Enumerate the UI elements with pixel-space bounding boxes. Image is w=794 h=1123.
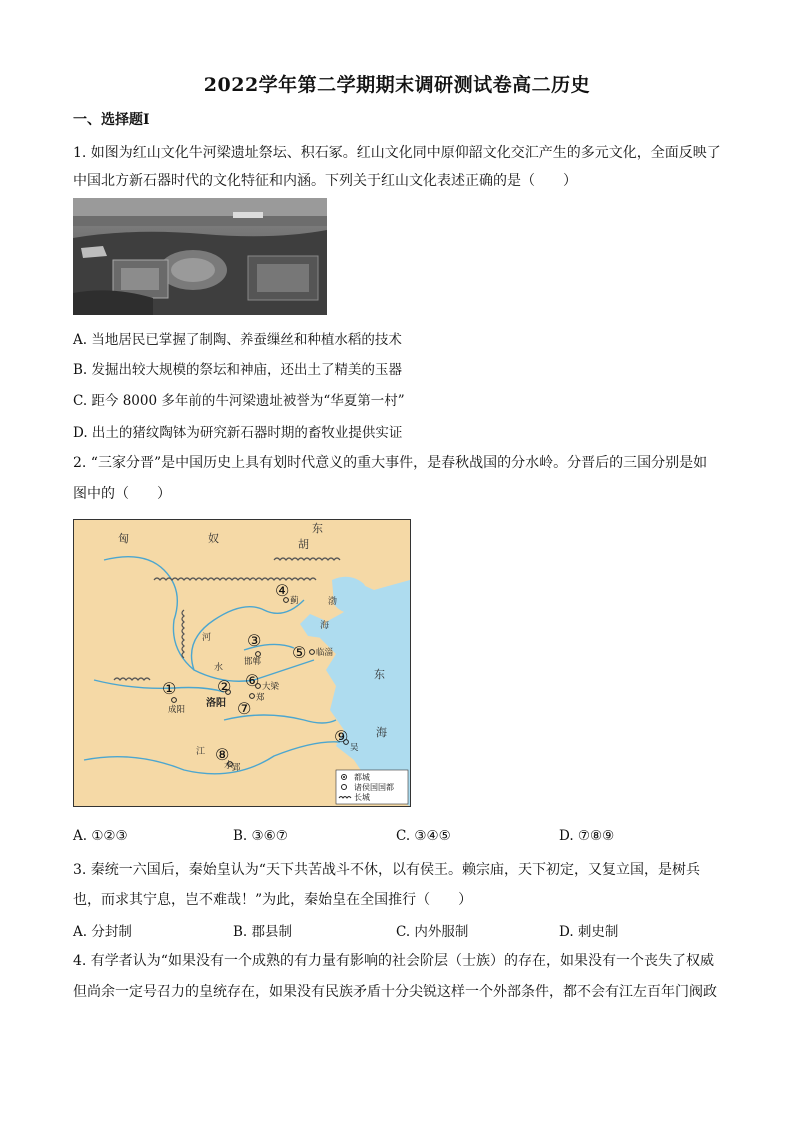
q1-option-a: A. 当地居民已掌握了制陶、养蚕缫丝和种植水稻的技术 (73, 332, 402, 348)
label-dong-2: 东 (374, 668, 385, 681)
label-hai-2: 海 (376, 726, 387, 739)
label-nu: 奴 (208, 532, 219, 545)
city-linzi: 临淄 (316, 648, 334, 658)
marker-1: ① (162, 679, 177, 698)
q3-option-b: B. 郡县制 (233, 924, 293, 940)
marker-4: ④ (275, 581, 290, 600)
label-hai-1: 海 (320, 621, 330, 631)
q2-option-a: A. ①②③ (73, 828, 128, 844)
page-title: 2022学年第二学期期末调研测试卷高二历史 (203, 74, 591, 96)
q2-option-c: C. ③④⑤ (396, 828, 451, 844)
label-xiong: 匈 (118, 532, 129, 545)
city-xianyang: 成阳 (168, 705, 186, 715)
label-bo: 渤 (328, 597, 338, 607)
marker-2: ② (217, 677, 232, 696)
marker-6: ⑥ (245, 671, 260, 690)
marker-8: ⑧ (215, 745, 230, 764)
marker-7: ⑦ (237, 699, 252, 718)
marker-9: ⑨ (334, 727, 349, 746)
label-he: 河 (202, 633, 212, 643)
label-dong-1: 东 (312, 522, 323, 535)
site-photo-graphic (73, 198, 327, 315)
label-shui-2: 水 (224, 761, 234, 771)
q4-stem-line-1: 4. 有学者认为“如果没有一个成熟的有力量有影响的社会阶层（士族）的存在，如果没有一个丧失了权威 (73, 953, 714, 969)
legend-capital: 都城 (354, 773, 370, 782)
city-daliang: 大梁 (262, 682, 280, 692)
q2-stem-line-1: 2. “三家分晋”是中国历史上具有划时代意义的重大事件，是春秋战国的分水岭。分晋后的三国分别是如 (73, 455, 708, 471)
q1-stem-line-1: 1. 如图为红山文化牛河梁遗址祭坛、积石冢。红山文化同中原仰韶文化交汇产生的多元文化，全面反映了 (73, 145, 721, 161)
label-hu: 胡 (298, 538, 309, 551)
marker-5: ⑤ (292, 643, 307, 662)
legend-vassal-capital: 诸侯国国都 (354, 783, 394, 792)
legend-great-wall: 长城 (354, 793, 370, 802)
warring-states-map (73, 519, 411, 807)
marker-3: ③ (247, 631, 262, 650)
q3-stem-line-1: 3. 秦统一六国后，秦始皇认为“天下共苦战斗不休，以有侯王。赖宗庙，天下初定，又复立国，是树兵 (73, 862, 700, 878)
q3-option-c: C. 内外服制 (396, 924, 469, 940)
q3-option-d: D. 刺史制 (559, 924, 619, 940)
label-shui-1: 水 (214, 663, 224, 673)
q1-option-d: D. 出土的猪纹陶钵为研究新石器时期的畜牧业提供实证 (73, 425, 403, 441)
q2-option-d: D. ⑦⑧⑨ (559, 828, 615, 844)
city-zheng: 郑 (256, 693, 265, 703)
city-ji: 蓟 (290, 596, 299, 606)
q2-stem-line-2: 图中的（ ） (73, 486, 171, 502)
q4-stem-line-2: 但尚余一定号召力的皇统存在，如果没有民族矛盾十分尖锐这样一个外部条件，都不会有江左百年门阀政 (73, 984, 717, 1000)
q3-option-a: A. 分封制 (73, 924, 132, 940)
city-luoyang: 洛阳 (206, 698, 226, 709)
map-graphic (74, 520, 410, 806)
q1-option-c: C. 距今 8000 多年前的牛河梁遗址被誉为“华夏第一村” (73, 393, 405, 409)
map-legend (336, 770, 408, 804)
q1-stem-line-2: 中国北方新石器时代的文化特征和内涵。下列关于红山文化表述正确的是（ ） (73, 173, 577, 189)
q1-option-b: B. 发掘出较大规模的祭坛和神庙，还出土了精美的玉器 (73, 362, 403, 378)
city-ying: 郢 (232, 763, 241, 773)
label-jiang: 江 (196, 747, 206, 757)
q3-stem-line-2: 也，而求其宁息，岂不难哉！”为此，秦始皇在全国推行（ ） (73, 892, 473, 908)
section-heading: 一、选择题Ⅰ (73, 112, 150, 128)
q2-option-b: B. ③⑥⑦ (233, 828, 288, 844)
city-handan: 邯郸 (244, 657, 262, 667)
city-wu: 吴 (350, 743, 359, 753)
niuheliang-site-photo (73, 198, 327, 315)
